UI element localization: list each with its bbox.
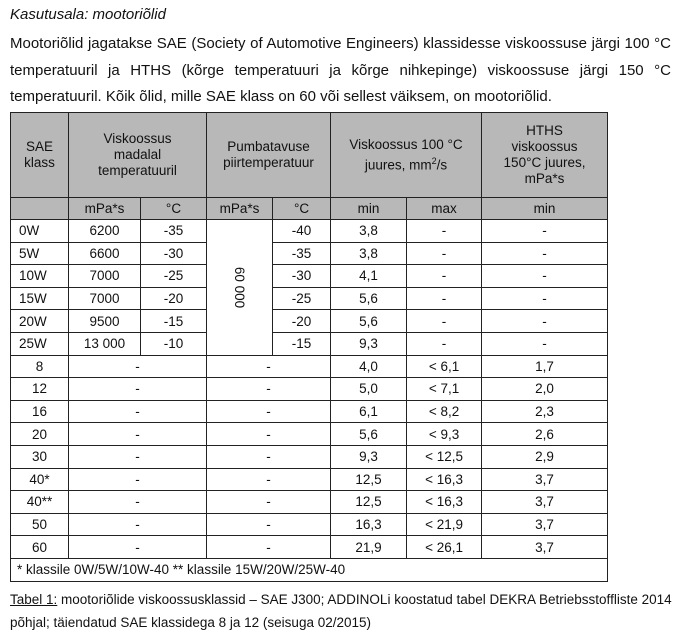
visc-min-cell: 5,6 <box>331 287 407 310</box>
intro-paragraph: Mootoriõlid jagatakse SAE (Society of Automotive Engineers) klassidesse viskoossuse järgi 100 °C temperatuuril ja HTHS (kõrge temperatuuri ja kõrge nihkepinge) viskoossuse järgi 150 °C temperatuuril. Kõik õlid, mille SAE klass on 60 või sellest väiksem, on mootoriõlid. <box>10 35 671 105</box>
table-row <box>11 423 608 446</box>
sae-class-cell: 40* <box>11 468 69 491</box>
pump-temp-cell: -30 <box>273 265 331 288</box>
hths-cell: - <box>482 265 608 288</box>
table-row <box>11 355 608 378</box>
visc-max-cell: - <box>407 220 482 243</box>
visc-min-cell: 12,5 <box>331 468 407 491</box>
hths-cell: 2,9 <box>482 445 608 468</box>
visc-max-cell: < 12,5 <box>407 445 482 468</box>
visc-max-cell: < 26,1 <box>407 536 482 559</box>
visc-max-cell: - <box>407 310 482 333</box>
low-temp-cell: -20 <box>141 287 207 310</box>
visc-max-cell: < 6,1 <box>407 355 482 378</box>
section-heading: Kasutusala: mootoriõlid <box>10 6 166 23</box>
pump-temp-cell: -15 <box>273 332 331 355</box>
units-empty-cell <box>11 198 69 220</box>
low-temp-visc-cell: 6600 <box>69 242 141 265</box>
low-temp-cell: -35 <box>141 220 207 243</box>
sae-class-cell: 20W <box>11 310 69 333</box>
pump-merged-cell: - <box>207 536 331 559</box>
sae-class-cell: 30 <box>11 445 69 468</box>
hths-cell: 3,7 <box>482 468 608 491</box>
caption-text: mootoriõlide viskoossusklassid – SAE J300; ADDINOLi koostatud tabel DEKRA Betriebsstoffliste 2014 põhjal; täiendatud SAE klassidega 8 ja 12 (seisuga 02/2015) <box>10 592 672 630</box>
visc-max-cell: < 7,1 <box>407 378 482 401</box>
low-temp-merged-cell: - <box>69 445 207 468</box>
visc-min-cell: 3,8 <box>331 242 407 265</box>
table-row <box>11 287 608 310</box>
visc-min-cell: 6,1 <box>331 400 407 423</box>
pump-temp-cell: -40 <box>273 220 331 243</box>
pump-merged-cell: - <box>207 491 331 514</box>
hths-cell: 3,7 <box>482 513 608 536</box>
sae-viscosity-table <box>10 112 608 582</box>
low-temp-merged-cell: - <box>69 423 207 446</box>
low-temp-merged-cell: - <box>69 355 207 378</box>
sae-class-cell: 12 <box>11 378 69 401</box>
unit-cell: min <box>482 198 608 220</box>
table-caption <box>10 588 680 634</box>
visc-max-cell: < 9,3 <box>407 423 482 446</box>
table-row <box>11 491 608 514</box>
low-temp-visc-cell: 7000 <box>69 287 141 310</box>
pump-merged-cell: - <box>207 423 331 446</box>
low-temp-cell: -15 <box>141 310 207 333</box>
sae-class-cell: 16 <box>11 400 69 423</box>
low-temp-visc-cell: 6200 <box>69 220 141 243</box>
sae-class-cell: 40** <box>11 491 69 514</box>
header-sae-class: SAE klass <box>11 113 69 198</box>
table-row <box>11 536 608 559</box>
sae-class-cell: 0W <box>11 220 69 243</box>
visc-max-cell: - <box>407 332 482 355</box>
low-temp-merged-cell: - <box>69 378 207 401</box>
pump-temp-cell: -25 <box>273 287 331 310</box>
table-row <box>11 265 608 288</box>
pump-merged-cell: - <box>207 445 331 468</box>
low-temp-visc-cell: 13 000 <box>69 332 141 355</box>
visc-min-cell: 9,3 <box>331 445 407 468</box>
visc-max-cell: - <box>407 242 482 265</box>
visc-min-cell: 9,3 <box>331 332 407 355</box>
table-footnote: * klassile 0W/5W/10W-40 ** klassile 15W/20W/25W-40 <box>11 558 608 581</box>
unit-cell: max <box>407 198 482 220</box>
visc-min-cell: 3,8 <box>331 220 407 243</box>
pump-visc-merged-cell <box>207 220 273 356</box>
visc-min-cell: 21,9 <box>331 536 407 559</box>
pump-merged-cell: - <box>207 400 331 423</box>
table-row <box>11 242 608 265</box>
table-row <box>11 513 608 536</box>
hths-cell: 3,7 <box>482 536 608 559</box>
low-temp-merged-cell: - <box>69 468 207 491</box>
visc-max-cell: - <box>407 265 482 288</box>
pump-merged-cell: - <box>207 355 331 378</box>
header-pumpability-limit: Pumbatavuse piirtemperatuur <box>207 113 331 198</box>
header-hths-viscosity: HTHS viskoossus 150°C juures, mPa*s <box>482 113 608 198</box>
hths-cell: - <box>482 242 608 265</box>
unit-cell: mPa*s <box>69 198 141 220</box>
pump-temp-cell: -35 <box>273 242 331 265</box>
visc-max-cell: < 21,9 <box>407 513 482 536</box>
low-temp-cell: -10 <box>141 332 207 355</box>
low-temp-merged-cell: - <box>69 400 207 423</box>
visc-max-cell: < 16,3 <box>407 491 482 514</box>
sae-class-cell: 50 <box>11 513 69 536</box>
pump-merged-cell: - <box>207 378 331 401</box>
low-temp-cell: -30 <box>141 242 207 265</box>
visc-max-cell: - <box>407 287 482 310</box>
hths-cell: 2,3 <box>482 400 608 423</box>
hths-cell: - <box>482 287 608 310</box>
hths-cell: 2,6 <box>482 423 608 446</box>
low-temp-visc-cell: 7000 <box>69 265 141 288</box>
sae-class-cell: 5W <box>11 242 69 265</box>
visc-min-cell: 4,1 <box>331 265 407 288</box>
visc-min-cell: 12,5 <box>331 491 407 514</box>
table-row <box>11 400 608 423</box>
table-row <box>11 220 608 243</box>
unit-cell: °C <box>141 198 207 220</box>
visc-min-cell: 4,0 <box>331 355 407 378</box>
pump-visc-value: 60 000 <box>232 266 248 308</box>
hths-cell: - <box>482 220 608 243</box>
hths-cell: - <box>482 332 608 355</box>
low-temp-merged-cell: - <box>69 536 207 559</box>
table-row <box>11 310 608 333</box>
sae-class-cell: 25W <box>11 332 69 355</box>
visc-min-cell: 5,6 <box>331 310 407 333</box>
pump-merged-cell: - <box>207 513 331 536</box>
unit-cell: °C <box>273 198 331 220</box>
sae-class-cell: 20 <box>11 423 69 446</box>
hths-cell: - <box>482 310 608 333</box>
visc-max-cell: < 16,3 <box>407 468 482 491</box>
pump-merged-cell: - <box>207 468 331 491</box>
sae-class-cell: 8 <box>11 355 69 378</box>
pump-temp-cell: -20 <box>273 310 331 333</box>
low-temp-merged-cell: - <box>69 491 207 514</box>
table-row <box>11 378 608 401</box>
unit-cell: mPa*s <box>207 198 273 220</box>
low-temp-merged-cell: - <box>69 513 207 536</box>
table-row <box>11 468 608 491</box>
header-viscosity-100c: Viskoossus 100 °C juures, $mm^2/s$ <box>331 113 482 198</box>
header-low-temp-viscosity: Viskoossus madalal temperatuuril <box>69 113 207 198</box>
visc-max-cell: < 8,2 <box>407 400 482 423</box>
low-temp-cell: -25 <box>141 265 207 288</box>
sae-class-cell: 15W <box>11 287 69 310</box>
table-row <box>11 445 608 468</box>
visc-min-cell: 5,0 <box>331 378 407 401</box>
caption-label: Tabel 1: <box>10 592 58 607</box>
sae-class-cell: 60 <box>11 536 69 559</box>
table-row <box>11 332 608 355</box>
hths-cell: 2,0 <box>482 378 608 401</box>
footnote-row <box>11 558 608 581</box>
unit-cell: min <box>331 198 407 220</box>
sae-class-cell: 10W <box>11 265 69 288</box>
hths-cell: 3,7 <box>482 491 608 514</box>
low-temp-visc-cell: 9500 <box>69 310 141 333</box>
visc-min-cell: 16,3 <box>331 513 407 536</box>
hths-cell: 1,7 <box>482 355 608 378</box>
visc-min-cell: 5,6 <box>331 423 407 446</box>
